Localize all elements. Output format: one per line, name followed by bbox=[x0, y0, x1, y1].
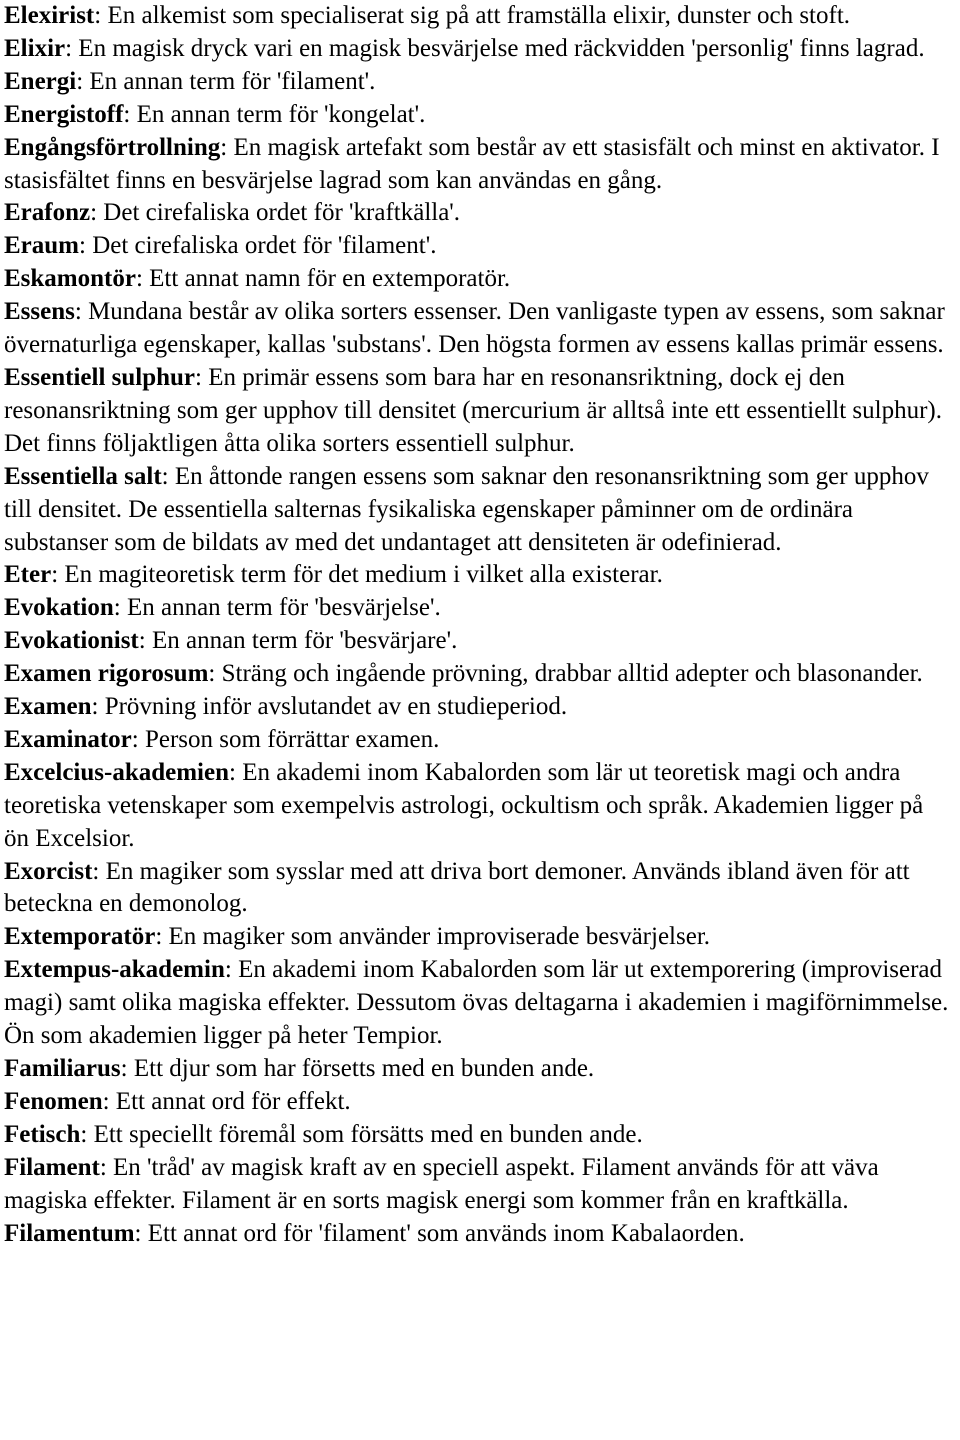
glossary-term: Extemporatör bbox=[4, 923, 156, 951]
glossary-term: Essentiell sulphur bbox=[4, 363, 196, 391]
glossary-definition: : En alkemist som specialiserat sig på att framställa elixir, dunster och stoft. bbox=[94, 2, 851, 29]
glossary-definition: : En annan term för 'besvärjare'. bbox=[138, 627, 458, 655]
glossary-term: Energi bbox=[4, 67, 77, 95]
glossary-entry bbox=[4, 856, 954, 922]
glossary-entry bbox=[4, 757, 954, 856]
glossary-term: Filament bbox=[4, 1153, 100, 1181]
glossary-term: Excelcius-akademien bbox=[4, 758, 229, 786]
glossary-term: Eskamontör bbox=[4, 265, 136, 293]
glossary-term: Energistoff bbox=[4, 100, 124, 128]
glossary-entry bbox=[4, 296, 954, 362]
glossary-term: Examinator bbox=[4, 725, 132, 753]
glossary-definition: : Ett djur som har försetts med en bunden ande. bbox=[120, 1055, 595, 1082]
glossary-definition: : Det cirefaliska ordet för 'kraftkälla'. bbox=[90, 199, 461, 227]
glossary-entry bbox=[4, 263, 954, 296]
glossary-term: Fenomen bbox=[4, 1087, 103, 1115]
glossary-term: Exorcist bbox=[4, 857, 93, 885]
glossary-entry bbox=[4, 954, 954, 1053]
glossary-entry bbox=[4, 1086, 954, 1119]
glossary-definition: : En annan term för 'kongelat'. bbox=[123, 100, 426, 128]
glossary-definition: : Det cirefaliska ordet för 'filament'. bbox=[79, 232, 437, 260]
glossary-definition: : Mundana består av olika sorters essenser. Den vanligaste typen av essens, som saknar övernaturliga egenskaper, kallas 'substans'. Den högsta formen av essens kallas primär essens. bbox=[4, 298, 945, 359]
glossary-definition: : En 'tråd' av magisk kraft av en speciell aspekt. Filament används för att väva magiska effekter. Filament är en sorts magisk energi som kommer från en kraftkälla. bbox=[4, 1153, 879, 1214]
glossary-entry bbox=[4, 625, 954, 658]
glossary-term: Eraum bbox=[4, 232, 79, 260]
glossary-definition: : Ett speciellt föremål som försätts med en bunden ande. bbox=[80, 1120, 643, 1148]
glossary-term: Examen bbox=[4, 693, 92, 721]
glossary-definition: : En primär essens som bara har en resonansriktning, dock ej den resonansriktning som ger upphov till densitet (mercurium är alltså inte ett essentiellt sulphur). Det finns följaktligen åtta olika sorters essentiell sulphur. bbox=[4, 363, 942, 457]
glossary-entry bbox=[4, 559, 954, 592]
glossary-definition: : Ett annat ord för effekt. bbox=[102, 1087, 351, 1115]
glossary-term: Elexirist bbox=[4, 2, 95, 29]
glossary-definition: : En magisk dryck vari en magisk besvärjelse med räckvidden 'personlig' finns lagrad. bbox=[65, 34, 925, 62]
glossary-entry bbox=[4, 132, 954, 198]
glossary-entry bbox=[4, 230, 954, 263]
glossary-definition: : Person som förrättar examen. bbox=[131, 725, 440, 753]
glossary-term: Engångsförtrollning bbox=[4, 133, 221, 161]
glossary-term: Erafonz bbox=[4, 199, 91, 227]
glossary-entry bbox=[4, 99, 954, 132]
glossary-definition: : En annan term för 'filament'. bbox=[76, 67, 376, 95]
glossary-definition: : Ett annat ord för 'filament' som används inom Kabalaorden. bbox=[134, 1219, 745, 1247]
glossary-entry bbox=[4, 724, 954, 757]
glossary-entry bbox=[4, 66, 954, 99]
glossary-entry bbox=[4, 921, 954, 954]
glossary-definition: : Prövning inför avslutandet av en studieperiod. bbox=[91, 693, 568, 721]
glossary-term: Eter bbox=[4, 561, 52, 589]
glossary-entry bbox=[4, 461, 954, 560]
glossary-term: Familiarus bbox=[4, 1055, 121, 1082]
glossary-list bbox=[4, 0, 954, 1250]
glossary-entry bbox=[4, 33, 954, 66]
glossary-definition: : En magiker som använder improviserade besvärjelser. bbox=[155, 923, 711, 951]
glossary-term: Evokationist bbox=[4, 627, 139, 655]
glossary-entry bbox=[4, 1152, 954, 1218]
glossary-definition: : En akademi inom Kabalorden som lär ut teoretisk magi och andra teoretiska vetenskaper som exempelvis astrologi, ockultism och språk. Akademien ligger på ön Excelsior. bbox=[4, 758, 924, 852]
glossary-definition: : Ett annat namn för en extemporatör. bbox=[135, 265, 511, 293]
glossary-definition: : En annan term för 'besvärjelse'. bbox=[113, 594, 441, 622]
glossary-term: Evokation bbox=[4, 594, 114, 622]
glossary-term: Examen rigorosum bbox=[4, 660, 209, 688]
glossary-entry bbox=[4, 362, 954, 461]
glossary-entry bbox=[4, 658, 954, 691]
glossary-term: Essentiella salt bbox=[4, 462, 162, 490]
glossary-definition: : En åttonde rangen essens som saknar den resonansriktning som ger upphov till densitet. De essentiella salternas fysikaliska egenskaper påminner om de ordinära substanser som de bildats av med det undantaget att densiteten är odefinierad. bbox=[4, 462, 929, 556]
glossary-entry bbox=[4, 1053, 954, 1086]
glossary-term: Fetisch bbox=[4, 1120, 81, 1148]
glossary-term: Filamentum bbox=[4, 1219, 135, 1247]
glossary-definition: : En magisk artefakt som består av ett stasisfält och minst en aktivator. I stasisfältet finns en besvärjelse lagrad som kan användas en gång. bbox=[4, 133, 940, 194]
glossary-entry bbox=[4, 1218, 954, 1251]
glossary-entry bbox=[4, 592, 954, 625]
glossary-definition: : En magiker som sysslar med att driva bort demoner. Används ibland även för att beteckna en demonolog. bbox=[4, 857, 910, 918]
glossary-entry bbox=[4, 0, 954, 33]
glossary-entry bbox=[4, 197, 954, 230]
glossary-entry bbox=[4, 1119, 954, 1152]
glossary-entry bbox=[4, 691, 954, 724]
glossary-definition: : Sträng och ingående prövning, drabbar alltid adepter och blasonander. bbox=[208, 660, 923, 688]
glossary-term: Extempus-akademin bbox=[4, 956, 225, 984]
glossary-term: Essens bbox=[4, 298, 75, 326]
glossary-term: Elixir bbox=[4, 34, 66, 62]
glossary-definition: : En akademi inom Kabalorden som lär ut extemporering (improviserad magi) samt olika magiska effekter. Dessutom övas deltagarna i akademien i magiförnimmelse. Ön som akademien ligger på heter Tempior. bbox=[4, 956, 949, 1050]
glossary-definition: : En magiteoretisk term för det medium i vilket alla existerar. bbox=[51, 561, 663, 589]
